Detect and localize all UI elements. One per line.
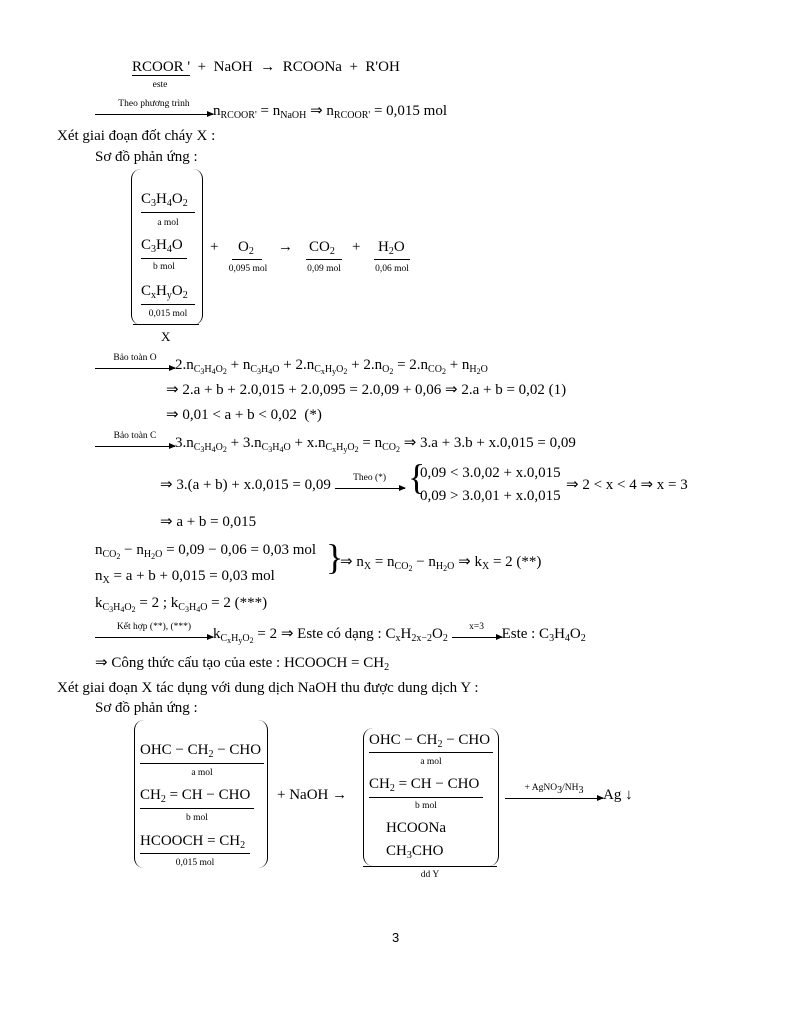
silver-precipitate: Ag ↓ (603, 787, 633, 803)
mixture-x-label: X (161, 329, 171, 344)
a-plus-b: ⇒ a + b = 0,015 (160, 514, 257, 530)
ester-hydrolysis-equation (132, 58, 400, 76)
h2o-amount: 0,06 mol (375, 264, 409, 274)
solution-y-label: dd Y (420, 870, 440, 880)
combined-result: Kết hợp (**), (***) $k_{C_xH_yO_2} = 2$ ⇒ Este có dạng : $C_xH_{2x-2}O_2$ x=3 Este : $C_3H_4O_2$ (95, 625, 586, 650)
amount-ester: 0,015 mol (148, 309, 188, 319)
arrow: → (278, 239, 293, 255)
reactant-acrolein: $CH_2$ = CH − CHO (140, 787, 251, 805)
reactant-c3h4o2: $C_3H_4O_2$ (141, 191, 188, 209)
naoh: NaOH (213, 59, 253, 75)
ester-label: este (152, 80, 168, 90)
k-values: $k_{C_3H_4O_2} = 2$ ; $k_{C_3H_4O} = 2$ (***) (95, 595, 268, 614)
plus: + (197, 59, 207, 75)
reactant-dialdehyde: OHC − $CH_2$ − CHO (140, 742, 262, 760)
section-heading-combustion: Xét giai đoạn đốt cháy X : (57, 128, 216, 144)
reactant-c3h4o: $C_3H_4O$ (141, 237, 183, 255)
product-sodium-formate: HCOONa (386, 820, 446, 836)
naoh-plus: + NaOH → (277, 787, 348, 803)
arrow: → (260, 59, 276, 75)
co2-amount: 0,09 mol (307, 264, 341, 274)
scheme-heading-2: Sơ đồ phản ứng : (95, 700, 198, 716)
section-heading-naoh: Xét giai đoạn X tác dụng với dung dịch NaOH thu được dung dịch Y : (57, 680, 479, 696)
plus: + (210, 239, 219, 255)
labeled-arrow: Theo phương trình (95, 108, 213, 115)
water: $H_2O$ (378, 239, 405, 257)
amount-a: a mol (157, 218, 179, 228)
structural-formula: ⇒ Công thức cấu tạo của este : HCOOCH = $CH_2$ (95, 655, 390, 673)
roh: R'OH (365, 59, 400, 75)
carbon-dioxide: $CO_2$ (309, 239, 335, 257)
product-acrolein: $CH_2$ = CH − CHO (369, 776, 480, 794)
oxygen-equation-2: ⇒ 2.a + b + 2.0,015 + 2.0,095 = 2.0,09 + 0,06 ⇒ 2.a + b = 0,02 (1) (166, 382, 567, 398)
reactant-cxhyo2: $C_xH_yO_2$ (141, 283, 188, 301)
ester-formula: RCOOR ' (132, 59, 191, 75)
product-acetaldehyde: $CH_3CHO$ (386, 843, 444, 861)
oxygen-amount: 0,095 mol (228, 264, 268, 274)
inequality-star: ⇒ 0,01 < a + b < 0,02 (*) (166, 407, 322, 423)
oxygen: $O_2$ (238, 239, 254, 257)
reactant-vinyl-formate: HCOOCH = $CH_2$ (140, 833, 246, 851)
plus: + (349, 59, 358, 75)
scheme-heading: Sơ đồ phản ứng : (95, 149, 198, 165)
product-dialdehyde: OHC − $CH_2$ − CHO (369, 732, 491, 750)
page-number: 3 (392, 930, 400, 945)
carbon-conservation: Bảo toàn C $3.n_{C_3H_4O_2} + 3.n_{C_3H_4O} + x.n_{C_xH_yO_2} = n_{CO_2}$ ⇒ 3.a + 3.b + x.0,015 = 0,09 (95, 434, 576, 459)
oxygen-conservation: Bảo toàn O $2.n_{C_3H_4O_2} + n_{C_3H_4O} + 2.n_{C_xH_yO_2} + 2.n_{O_2} = 2.n_{CO_2} + n_{H_2O}$ (95, 356, 488, 381)
plus: + (352, 239, 361, 255)
amount-b: b mol (153, 262, 175, 272)
moles-equation: Theo phương trình $n_{RCOOR'} = n_{NaOH}$ ⇒ $n_{RCOOR'} = 0,015$ mol (95, 102, 447, 125)
rcoona: RCOONa (282, 59, 342, 75)
